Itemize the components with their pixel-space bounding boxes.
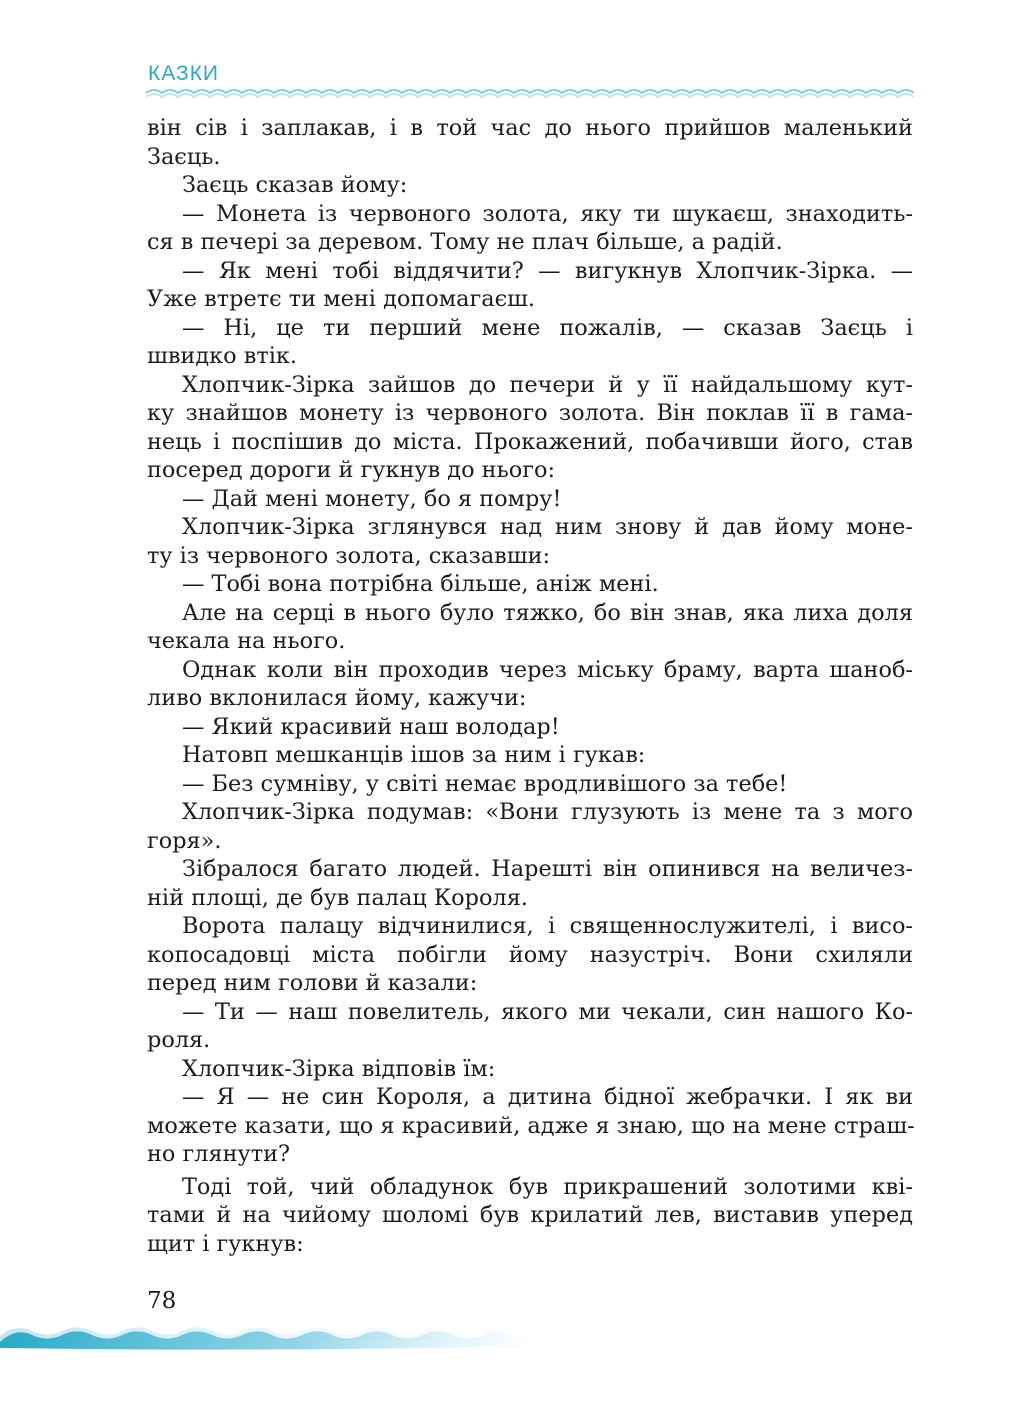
text-line: — Я — не син Короля, а дитина бідної жебрачки. І як ви <box>182 1084 913 1110</box>
text-line: посеред дороги й гукнув до нього: <box>147 457 556 483</box>
text-line: Хлопчик-Зірка зглянувся над ним знову й дав йому моне- <box>182 514 913 540</box>
header-wave-ornament <box>146 86 914 100</box>
text-line: перед ним голови й казали: <box>147 970 478 996</box>
text-line: Заєць. <box>147 143 221 170</box>
page-number: 78 <box>147 1288 177 1314</box>
text-line: він сів і заплакав, і в той час до нього прийшов маленький <box>147 115 913 141</box>
text-line: — Монета із червоного золота, яку ти шукаєш, знаходить- <box>182 200 913 227</box>
text-line: Хлопчик-Зірка відповів їм: <box>182 1055 496 1082</box>
footer-wave-decoration <box>0 1312 540 1352</box>
text-line: ку знайшов монету із червоного золота. Він поклав її в гама- <box>147 400 913 426</box>
text-line: тами й на чийому шоломі був крилатий лев, виставив уперед <box>147 1202 913 1228</box>
text-line: — Без сумніву, у світі немає вродливішого за тебе! <box>182 770 788 797</box>
text-line: чекала на нього. <box>147 628 346 654</box>
text-line: — Який красивий наш володар! <box>182 713 560 740</box>
text-line: Ворота палацу відчинилися, і священнослужителі, і висо- <box>182 913 913 939</box>
text-line: Натовп мешканців ішов за ним і гукав: <box>182 742 646 768</box>
text-line: Уже втретє ти мені допомагаєш. <box>147 286 536 312</box>
text-line: — Як мені тобі віддячити? — вигукнув Хлопчик-Зірка. — <box>182 257 913 284</box>
text-line: Однак коли він проходив через міську браму, варта шаноб- <box>182 656 913 683</box>
text-line: копосадовці міста побігли йому назустріч. Вони схиляли <box>147 941 913 968</box>
text-line: швидко втік. <box>147 343 297 369</box>
text-line: Але на серці в нього було тяжко, бо він знав, яка лиха доля <box>182 599 913 626</box>
text-line: Зібралося багато людей. Нарешті він опинився на величез- <box>182 856 913 882</box>
story-text <box>147 114 913 1258</box>
text-line: Хлопчик-Зірка зайшов до печери й у її найдальшому кут- <box>182 371 913 398</box>
text-line: — Ти — наш повелитель, якого ми чекали, син нашого Ко- <box>182 998 913 1025</box>
text-line: — Ні, це ти перший мене пожалів, — сказав Заєць і <box>182 314 913 341</box>
text-line: но глянути? <box>147 1141 291 1167</box>
section-title: КАЗКИ <box>148 62 220 85</box>
text-line: Заєць сказав йому: <box>182 172 408 198</box>
text-line: — Тобі вона потрібна більше, аніж мені. <box>182 571 659 597</box>
text-line: Тоді той, чий обладунок був прикрашений золотими кві- <box>182 1173 913 1200</box>
text-line: ній площі, де був палац Короля. <box>147 884 528 911</box>
text-line: можете казати, що я красивий, адже я знаю, що на мене страш- <box>147 1112 915 1139</box>
text-line: ту із червоного золота, сказавши: <box>147 542 551 569</box>
text-line: нець і поспішив до міста. Прокажений, побачивши його, став <box>147 428 913 455</box>
text-line: роля. <box>147 1027 211 1053</box>
text-line: — Дай мені монету, бо я помру! <box>182 485 562 512</box>
text-line: ливо вклонилася йому, кажучи: <box>147 685 527 711</box>
text-line: горя». <box>147 827 222 854</box>
text-line: ся в печері за деревом. Тому не плач більше, а радій. <box>147 229 783 255</box>
text-line: Хлопчик-Зірка подумав: «Вони глузують із мене та з мого <box>182 799 913 825</box>
text-line: щит і гукнув: <box>147 1230 304 1257</box>
